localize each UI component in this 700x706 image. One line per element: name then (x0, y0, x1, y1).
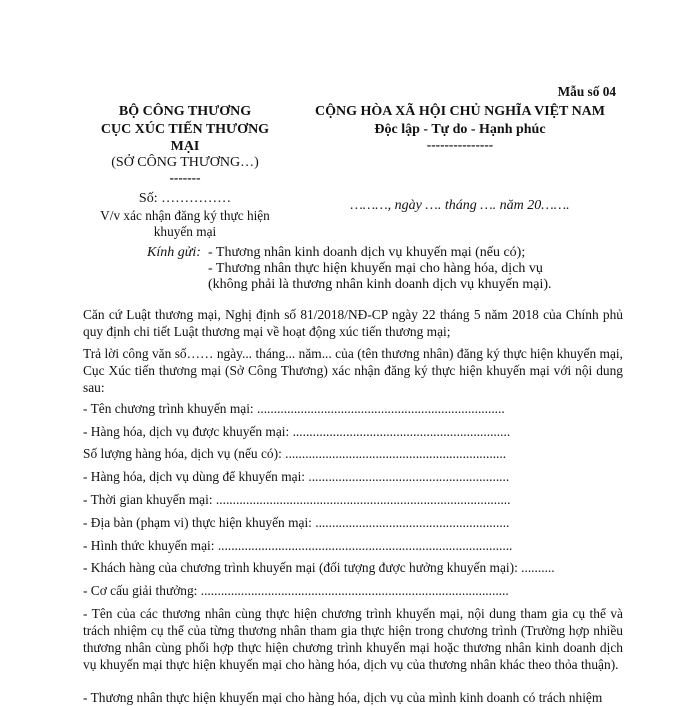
form-number: Mẫu số 04 (557, 84, 616, 99)
recipient-line2: - Thương nhân thực hiện khuyến mại cho hàng hóa, dịch vụ (208, 261, 543, 276)
field-promotion-area: - Địa bàn (phạm vi) thực hiện khuyến mại: .......................................................... (83, 515, 510, 530)
national-motto: Độc lập - Tự do - Hạnh phúc (374, 122, 546, 137)
field-promotion-goods: - Hàng hóa, dịch vụ dùng để khuyến mại: ............................................................ (83, 469, 510, 484)
agency-name-line2: MẠI (170, 139, 200, 154)
document-number: Số: …………… (138, 191, 232, 206)
reply-paragraph: Trả lời công văn số…… ngày... tháng... năm... của (tên thương nhân) đăng ký thực hiện khuyến mại, Cục Xúc tiến thương mại (Sở Công Thương) xác nhận đăng ký thực hiện khuyến mại với nội dung sau: (83, 346, 623, 395)
participants-paragraph: - Tên của các thương nhân cùng thực hiện chương trình khuyến mại, nội dung tham gia cụ thể và trách nhiệm cụ thể của từng thương nhân tham gia thực hiện trong chương trình (Trường hợp nhiều thương nhân cùng phối hợp thực hiện chương trình khuyến mại hoặc thương nhân kinh doanh dịch vụ khuyến mại thực hiện khuyến mại cho hàng hóa, dịch vụ của thương nhân khác theo thỏa thuận). (83, 606, 623, 672)
field-program-name: - Tên chương trình khuyến mại: .......................................................................... (83, 401, 505, 416)
department-name: (SỞ CÔNG THƯƠNG…) (111, 155, 259, 170)
field-target-customers: - Khách hàng của chương trình khuyến mại (đối tượng được hưởng khuyến mại): .......... (83, 560, 555, 575)
field-goods-quantity: Số lượng hàng hóa, dịch vụ (nếu có): .................................................................. (83, 446, 507, 461)
date-line: ………, ngày …. tháng …. năm 20……. (350, 198, 570, 213)
subject-line1: V/v xác nhận đăng ký thực hiện (100, 208, 270, 223)
responsibility-line: - Thương nhân thực hiện khuyến mại cho hàng hóa, dịch vụ của mình kinh doanh có trách nhiệm (83, 690, 603, 705)
left-header-rule: ------- (169, 170, 201, 185)
field-promotion-form: - Hình thức khuyến mại: ........................................................................................ (83, 538, 513, 553)
field-promoted-goods: - Hàng hóa, dịch vụ được khuyến mại: ................................................................. (83, 424, 511, 439)
subject-line2: khuyến mại (153, 224, 217, 239)
legal-basis-paragraph: Căn cứ Luật thương mại, Nghị định số 81/2018/NĐ-CP ngày 22 tháng 5 năm 2018 của Chính phủ quy định chi tiết Luật thương mại về hoạt động xúc tiến thương mại; (83, 307, 623, 339)
recipient-line1: - Thương nhân kinh doanh dịch vụ khuyến mại (nếu có); (208, 245, 526, 260)
recipient-line3: (không phải là thương nhân kinh doanh dịch vụ khuyến mại). (208, 277, 552, 292)
field-promotion-time: - Thời gian khuyến mại: ........................................................................................ (83, 492, 511, 507)
recipients-label: Kính gửi: (147, 245, 201, 260)
right-header-rule: --------------- (426, 137, 494, 152)
field-prize-structure: - Cơ cấu giải thưởng: ............................................................................................ (83, 583, 509, 598)
nation-title: CỘNG HÒA XÃ HỘI CHỦ NGHĨA VIỆT NAM (314, 104, 605, 119)
agency-name-line1: CỤC XÚC TIẾN THƯƠNG (100, 122, 270, 137)
ministry-name: BỘ CÔNG THƯƠNG (118, 104, 252, 119)
